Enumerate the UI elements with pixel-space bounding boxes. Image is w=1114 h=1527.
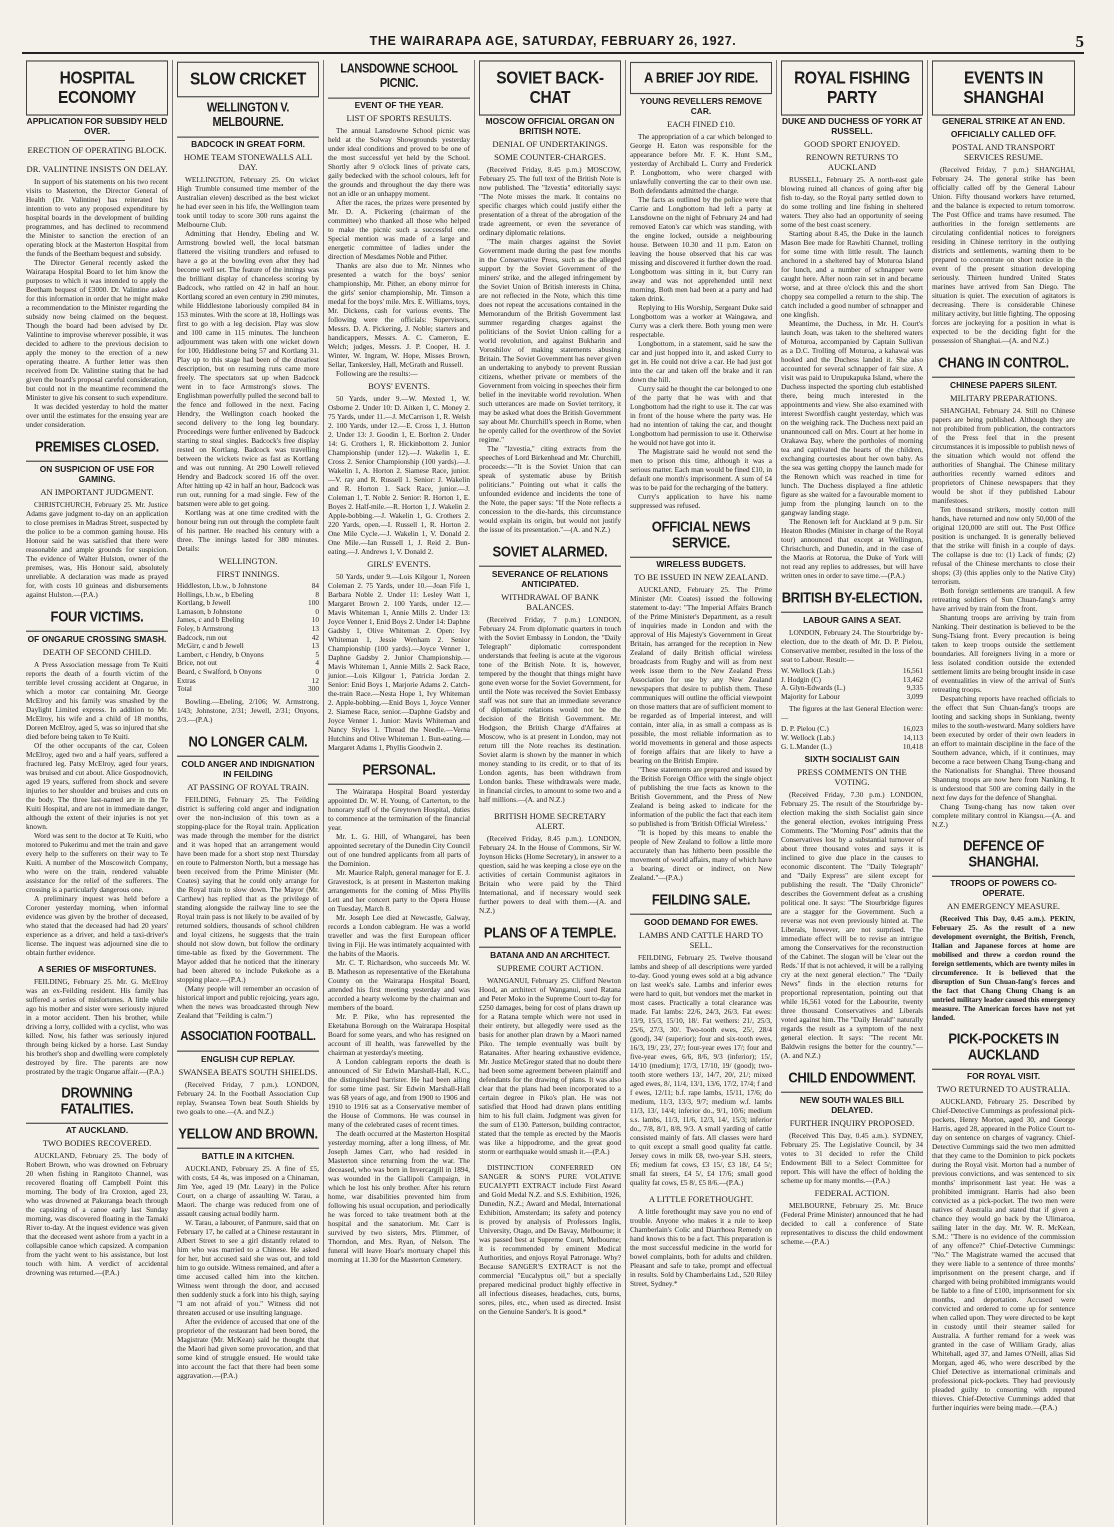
scorecard-row-value: 13 bbox=[311, 623, 319, 633]
scorecard-row-label: Brice, not out bbox=[177, 658, 217, 668]
article-events-in-shanghai bbox=[932, 64, 1075, 345]
article-text: Curry said he thought the car belonged to one of the party that he was with and that Longbottom had the right to use it. The car was in front of the house where the party was. He had no intention of taking the car, and thought Longbottom had permission to use it. Otherwise he would not have got into it. bbox=[630, 384, 772, 447]
article-chang-in-control bbox=[932, 352, 1075, 829]
previous-election-row-label: W. Wellock (Lab.) bbox=[781, 732, 835, 742]
article-text: A preliminary inquest was held before a Coroner yesterday morning, when informal evidence was given by the brother of deceased, who stated that the deceased had had 20 years' experience as a driver, and held a taxi-driver's license. The inquest was adjourned sine die to obtain further evidence. bbox=[26, 894, 168, 957]
article-text: Of the other occupants of the car, Coleen McElroy, aged two and a half years, suffered a fractured leg. Patsy McElroy, aged four years, was bruised and cut about. Alice Gospodnovich, aged 19 years, suffered from shock and severe injuries to her shoulder and bruises and cuts on the body. The three last-named are in the Te Kuiti Hospital, and are not in immediate danger, although the extent of their injuries is not yet known. bbox=[26, 741, 168, 831]
headline: BRITISH BY-ELECTION. bbox=[781, 585, 923, 613]
article-text: SHANGHAI, February 24. Still no Chinese papers are being published. Although they are not prohibited from publication, the contractors of the Press feel that in the present circumstances it is impossible to publish news of the situation which would not offend the authorities of Shanghai. The Chinese military authorities recently warned editors and proprietors of Chinese newspapers that they would be shot if they published Labour manifestoes. bbox=[932, 406, 1075, 505]
subheading: GENERAL STRIKE AT AN END. bbox=[942, 116, 1065, 126]
article-text: The annual Lansdowne School picnic was held at the Solway Showgrounds yesterday under ideal conditions and proved to be one of the most successful yet held by the School. Shortly after 9 o'clock lines of private cars, gaily bedecked with the school colours, left for the grounds and throughout the day there was not an idle or an unhappy moment. bbox=[328, 126, 470, 198]
results-heading: BOYS' EVENTS. bbox=[368, 381, 430, 391]
article-text: AUCKLAND, February 25. Described by Chief-Detective Cummings as professional pick-pockets, Henry Morton, aged 30, and George Harris, aged 28, appeared in the Police Court to-day on sentence on charges of vagrancy. Chief-Detective Cummings said the two men admitted that they came to the Dominion to pick pockets during the Royal visit. Morton had a number of previous convictions, and was sentenced to six months' imprisonment last year. He was a prohibited immigrant. Harris had also been convicted as a pick-pocket. The two men were natives of Australia and stated that if given a chance they would go back by the Ulimaroa, sailing later in the day. Mr. W. R. McKean, S.M.: "There is no evidence of the commission of any offence?" Chief-Detective Cummings: "No." The Magistrate warned the accused that they were liable to a sentence of three months' imprisonment on the present charge, and if charged with being prohibited immigrants would be liable to a fine of £100, imprisonment for six months, and deportation. Accused were convicted and ordered to come up for sentence when called upon. They were directed to be kept in custody until their steamer sailed for Australia. A further remand for a week was granted in the case of William Grady, alias Whitehall, aged 37, and James O'Neill, alias Sid Morgan, aged 46, who were described by the Chief Detective as international criminals and professional pick-pockets. They had previously pleaded guilty to consorting with reputed thieves. Chief-Detective Cummings added that further inquiries were being made.—(P.A.) bbox=[932, 1097, 1075, 1412]
article-child-endowment bbox=[781, 1067, 923, 1246]
article-official-news-service bbox=[630, 517, 772, 882]
article-soviet-alarmed bbox=[479, 541, 621, 804]
election-row-value: 3,099 bbox=[906, 691, 923, 701]
article-association-football bbox=[177, 1027, 319, 1116]
article-text: The Wairarapa Hospital Board yesterday appointed Dr. W. H. Young, of Carterton, to the honorary staff of the Greytown Hospital, duties to commence at the termination of the financial year. bbox=[328, 787, 470, 832]
total-label: Total bbox=[177, 684, 192, 694]
election-row-value: 13,462 bbox=[902, 674, 923, 684]
innings-label: FIRST INNINGS. bbox=[216, 569, 280, 579]
election-results bbox=[781, 667, 923, 701]
results-heading: GIRLS' EVENTS. bbox=[367, 559, 431, 569]
subheading: CHINESE PAPERS SILENT. bbox=[950, 380, 1057, 390]
election-row-label: J. Hodgin (C) bbox=[781, 674, 821, 684]
election-row-label: Majority for Labour bbox=[781, 691, 840, 701]
headline: PREMISES CLOSED. bbox=[26, 434, 168, 462]
headline: LANSDOWNE SCHOOL PICNIC. bbox=[328, 60, 470, 99]
article-drowning-fatalities bbox=[26, 1083, 168, 1277]
article-text: Chang Tsung-chang has now taken over complete military control in Kiangsu.—(A. and N.Z.) bbox=[932, 802, 1075, 829]
divider bbox=[69, 140, 126, 141]
subheading: ERECTION OF OPERATING BLOCK. bbox=[27, 145, 167, 155]
subheading: SWANSEA BEATS SOUTH SHIELDS. bbox=[178, 1066, 318, 1077]
headline: PICK-POCKETS IN AUCKLAND bbox=[932, 1026, 1075, 1070]
scorecard-row-label: Hollings, l.b.w., b Ebeling bbox=[177, 589, 254, 599]
subheading: TROOPS OF POWERS CO-OPERATE. bbox=[950, 878, 1057, 898]
advertisement-sanger bbox=[479, 1163, 621, 1316]
election-row-value: 9,335 bbox=[906, 683, 923, 693]
subheading: POSTAL AND TRANSPORT SERVICES RESUME. bbox=[951, 142, 1056, 162]
scorecard-row-label: Lambert, c Hendry, b Onyons bbox=[177, 649, 264, 659]
column-3 bbox=[324, 60, 475, 1525]
subheading: HOME TEAM STONEWALLS ALL DAY. bbox=[183, 152, 313, 172]
article-text: The "Izvestia," citing extracts from the speeches of Lord Birkenhead and Mr. Churchill, proceeds:—"It is the Soviet Union that can speak of systematic abuse by British politicians." Pointing out what it calls the unfounded evidence and incidents the tone of the Note, the paper says: "If the Note reflects a concession to the die-hards, this circumstance would explain its origin, but would not justify the issue of its presentation."—(A. and N.Z.) bbox=[479, 444, 621, 534]
article-text: It was decided yesterday to hold the matter over until the estimates for the ensuing year are under consideration. bbox=[26, 402, 168, 429]
election-row-label: W. Wellock (Lab.) bbox=[781, 666, 835, 675]
masthead-title: THE WAIRARAPA AGE, SATURDAY, FEBRUARY 26, 1927. bbox=[369, 34, 737, 48]
article-text: CHRISTCHURCH, February 25. Mr. Justice Adams gave judgment to-day on an application to close premises in Madras Street, suspected by the police to be a common gaming house. His Honour said he was satisfied that there were reasonable and ample grounds for suspicion. The evidence of Walter Hulston, owner of the premises, was, His Honour said, absolutely unreliable. A declaration was made as prayed for, with costs 10 guineas and disbursements against Hulston.—(P.A.) bbox=[26, 500, 168, 599]
article-text: The facts as outlined by the police were that Carrie and Longbottom had left a party at Lansdowne on the night of February 24 and had removed Eaton's car which was standing, with the engine locked, outside a neighbouring house. Between 10.30 and 11 p.m. Eaton on leaving the house observed that his car was missing and discovered it further down the road. Longbottom was sitting in it, but Curry ran away and was not apprehended until next morning. Both men had been at a party and had taken drink. bbox=[630, 195, 772, 303]
article-slow-cricket bbox=[177, 64, 319, 724]
scorecard-row-value: 4 bbox=[315, 658, 319, 668]
article-four-victims bbox=[26, 606, 168, 957]
results-text: 50 Yards, under 9.—Lois Kilgour 1, Noreen Coleman 2. 75 Yards, under 10.—Joan Fife 1, Barbara Noble 2. Under 11: Lesley Watt 1, Margaret Brown 2. 100 Yards, under 12.—Mavis Whiteman 1, Annie Mills 2. Under 13: Joyce Venner 1, Enid Boys 2. Under 14: Daphne Gadsby 1, Olive Whiteman 2. Open: Ivy Whiteman 1, Jessie Wenham 2. Senior Championship (100 yards).—Joyce Venner 1, Daphne Gadsby 2. Junior Championship.—Mavis Whiteman 1, Annie Mills 2. Sack Race, junior.—Lois Kilgour 1, Patricia Jordan 2. Senior: Enid Boys 1, Marjorie Adams 2. Catch-the-train Race.—Nesta Hope 1, Ivy Whiteman 2. Apple-bobbing.—Enid Boys 1, Joyce Venner 2. Siamese Race, senior.—Daphne Gadsby and Joyce Venner 1. Junior: Mavis Whiteman and Nancy Styles 1. Thread the Needle.—Verna Hutchins and Olive Whiteman 1. Bun-eating.—Margaret Adams 1, Phyllis Goodwin 2. bbox=[328, 572, 470, 752]
article-text: The appropriation of a car which belonged to George H. Eaton was responsible for the appearance before Mr. F. K. Hunt S.M., yesterday of Archibald L. Curry and Frederick P. Longbottom, who were charged with unlawfully converting the car to their own use. Both defendants admitted the charge. bbox=[630, 132, 772, 195]
subheading: YOUNG REVELLERS REMOVE CAR. bbox=[640, 96, 762, 116]
headline: DROWNING FATALITIES. bbox=[26, 1080, 168, 1124]
column-6 bbox=[777, 60, 928, 1525]
scorecard-row-label: Beard, c Swalford, b Onyons bbox=[177, 666, 262, 676]
headline: A BRIEF JOY RIDE. bbox=[630, 62, 772, 94]
article-hospital-economy bbox=[26, 64, 168, 429]
advertisement-chamberlain bbox=[630, 1194, 772, 1288]
scorecard-row-value: 100 bbox=[308, 598, 319, 608]
article-text: (Received Friday, 7.30 p.m.) LONDON, February 25. The result of the Stourbridge by-election making the sixth Socialist gain since the general election, evokes intriguing Press Comments. The "Morning Post" admits that the Conservatives lost by a substantial turnover of about three thousand votes and says it is inclined to give due place in the causes to economic discontent. The "Daily Telegraph" and "Daily Express" are silent except for publishing the result. The "Daily Chronicle" describes the Government defeat as a crushing political one. It says: "The Stourbridge figures are a stagger for the Government. Such a reverse was not even previously hinted at. The Liberals, however, are not surprised. The immediate effect will be to revise an intrigue among the Conservatives for the reconstruction of the Cabinet. The slogan will be 'clear out the Reds.' If that is not achieved, it will be a rallying cry at the next general election." The "Daily News" finds in the election returns for proportional representation, pointing out that while 16,561 voted for the Labourite, twenty three thousand Conservatives and Liberals voted against him. The "Daily Herald" naturally regards the result as a symptom of the next general election. It says: "The recent Mr. Baldwin resigns the better for the country."—(A. and N.Z.) bbox=[781, 790, 923, 1061]
election-row-label: A. Glyn-Edwards (L.) bbox=[781, 683, 846, 693]
headline: EVENTS IN SHANGHAI bbox=[932, 60, 1075, 115]
column-7 bbox=[928, 60, 1079, 1525]
article-text: (Received This Day, 0.45 a.m.). PEKIN, February 25. As the result of a new development overnight, the British, French, Italian and Japanese forces at home are mobilised and threw a cordon round the foreign settlements, which are twenty miles in circumference. It is believed that the disruption of Sun Chuan-fang's forces and the fact that Chang Chung Chang is an untried military leader caused this emergency measure. The American forces have not yet landed. bbox=[932, 914, 1075, 1022]
article-personal bbox=[328, 759, 470, 1264]
previous-election-row-value: 14,113 bbox=[903, 732, 923, 742]
subheading: BRITISH HOME SECRETARY ALERT. bbox=[494, 811, 606, 831]
scorecard-row-label: Foley, b Armstrong bbox=[177, 623, 234, 633]
article-text: Shantung troops are arriving by train from Nanking. Their destination is believed to be the Sung-Tsiang front. Every precaution is being taken to keep troops outside the settlement boundaries. All foreigners living in a more or less isolated condition outside the extended settlement limits are being brought inside in case of eventualities in view of the arrival of Sun's retreating troops. bbox=[932, 613, 1075, 694]
scorecard-row-label: Hiddleston, l.b.w., b Johnstone bbox=[177, 581, 267, 590]
article-text: WANGANUI, February 25. Clifford Newton Hood, an architect of Wanganui, sued Ratana and Peter Moko in the Supreme Court to-day for £250 damages, being for cost of plans drawn up for a Ratana temple which were not used in their entirety, but allegedly were used as the basis for another plan drawn by a Maori named Piko. The temple eventually was built by Ratanaites. After hearing exhaustive evidence, Mr. Justice McGregor stated that no doubt there had been some agreement between plaintiff and defendants for the drawing of plans. It was also clear that the plans had been incorporated to a certain degree in Piko's plan. He was not satisfied that Hood had drawn plans entitling him to his full claim. Judgment was given for the sum of £130. Patterson, building contractor, stated that the temple as erected by the Maoris was like a hippodrome, and the great good storm or earthquake would smash it.—(P.A.) bbox=[479, 976, 621, 1156]
headline: ASSOCIATION FOOTBALL. bbox=[177, 1025, 319, 1051]
subheading: GOOD SPORT ENJOYED. bbox=[803, 139, 900, 149]
article-text: "It is hoped by this means to enable the people of New Zealand to follow a little more accurately than has hitherto been possible the movement of world affairs, many of which have a bearing, direct or indirect, on New Zealand."—(P.A.) bbox=[630, 828, 772, 882]
subheading: BATANA AND AN ARCHITECT. bbox=[490, 950, 610, 960]
headline: NO LONGER CALM. bbox=[177, 729, 319, 757]
article-text: W. Tarau, a labourer, of Panmure, said that on February 17, he called at a Chinese restaurant in Albert Street to see a girl distantly related to him who was married to a Chinese. He asked for her, but accused said she was out, and told him to go outside. Witness remained, and after a time accused called him into the kitchen. Witness went through the door, and accused then suddenly stuck a fork into his thigh, saying "I am not afraid of you." Witness did not threaten accused or use insulting language. bbox=[177, 1217, 319, 1317]
election-row bbox=[781, 693, 923, 702]
article-text: FEILDING, February 25. The Feilding district is suffering cold anger and indignation over the non-inclusion of this town as a stopping-place for the Royal train. Application was made through the member for the district and it was hoped that an arrangement would have been made for a short stop next Thursday en route to Palmerston North, but a message has been received from the Prime Minister (Mr. Coates) saying that he could only arrange for the Royal train to slow down. The Mayor (Mr. Carthew) has replied that as the privilege of standing alongside the railway line to see the Royal train pass is not likely to be availed of by returned soldiers, thousands of school children and loyal citizens, he suggests that the train should not slow down, but follow the ordinary time-table as fixed by the Government. The Mayor added that he noticed that the itinerary had been altered to include Pukekohe as a stopping place.—(P.A.) bbox=[177, 794, 319, 984]
column-4 bbox=[475, 60, 626, 1525]
divider bbox=[69, 159, 126, 160]
article-defence-of-shanghai bbox=[932, 836, 1075, 1022]
article-text: Mr. Maurice Ralph, general manager for E. J. Gravestock, is at present in Masterton making arrangements for the coming of Miss Phyllis Lett and her concert party to the Opera House on Tuesday, March 8. bbox=[328, 868, 470, 913]
scorecard-row-value: 84 bbox=[311, 581, 319, 590]
previous-election-row-value: 16,023 bbox=[902, 724, 923, 734]
article-text: After the evidence of accused that one of the proprietor of the restaurant had been bored, the Magistrate (Mr. McKean) said he thought that the Maori had given some provocation, and that some kind of struggle ensued. He would take into account the fact that there had been some aggravation.—(P.A.) bbox=[177, 1316, 319, 1380]
subheading: FEDERAL ACTION. bbox=[814, 1188, 890, 1199]
subheading: EVENT OF THE YEAR. bbox=[354, 100, 444, 110]
subheading: AN EMERGENCY MEASURE. bbox=[946, 901, 1061, 911]
subheading: EACH FINED £10. bbox=[666, 119, 736, 129]
article-brief-joy-ride bbox=[630, 64, 772, 510]
article-text: The Magistrate said he would not send the men to prison this time, although it was a serious matter. Each man would be fined £10, in default one month's imprisonment. A sum of £4 was to be paid for the recharging of the battery. bbox=[630, 447, 772, 492]
subheading: SOME COUNTER-CHARGES. bbox=[494, 152, 606, 162]
subheading: DENIAL OF UNDERTAKINGS. bbox=[492, 139, 608, 149]
article-text: (Received Friday, 8.45 p.m.) MOSCOW, February 25. The full text of the British Note is now published. The "Izvestia" editorially says: "The Note misses the mark. It contains no specific charges which could justify either the presentation of a threat of the abrogation of the trade agreement, or even the severance of ordinary diplomatic relations. bbox=[479, 165, 621, 237]
subheading: LABOUR GAINS A SEAT. bbox=[803, 615, 901, 625]
article-text: After the races, the prizes were presented by Mr. D. A. Pickering (chairman of the committee) who thanked all those who helped to make the picnic such a successful one. Special mention was made of a large and energetic committee of ladies under the direction of Mesdames Noble and Pither. bbox=[328, 198, 470, 261]
subheading: DUKE AND DUCHESS OF YORK AT RUSSELL. bbox=[781, 116, 923, 136]
article-text: Starting about 8.45, the Duke in the launch Mason Bee made for Rawhiti Channel, trolling for some time with little result. The launch anchored in a sheltered bay of Moturoa Island for lunch, and a number of schnapper were caught here. After noon rain set in and became worse, and at three o'clock this and the short choppy sea compelled a return to the ship. The catch included a good number of schnapper and one kingfish. bbox=[781, 229, 923, 319]
article-text: (Received Friday, 8.45 p.m.). LONDON, February 24. In the House of Commons, Sir W. Joynson Hicks (Home Secretary), in answer to a question, said he was keeping a close eye on the activities of certain Communist agitators in Britain who were paid by the Third International, and if necessary would seek further powers to deal with them.—(A. and N.Z.) bbox=[479, 834, 621, 915]
scorecard bbox=[177, 582, 319, 694]
article-text: A Press Association message from Te Kuiti reports the death of a fourth victim of the terrible level crossing accident at Ongarue, in which a motor car containing Mr. George McElroy and his family was smashed by the Daylight Limited express. In addition to Mr. McElroy, his wife and a child of 18 months, Doreen McElroy, aged 5, was so injured that she died before being taken to Te Kuiti. bbox=[26, 660, 168, 741]
article-text: (Received Friday, 7 p.m.) SHANGHAI, February 24. The general strike has been officially called off by the General Labour Union. Fifty thousand workers have returned, and the balance is expected to return tomorrow. The Post Office and trams have resumed. The authorities in the foreign settlements are circulating confidential notices to foreigners residing in Chinese territory in the outlying districts and settlements, warning them to be prepared to concentrate on short notice in the event of the present situation developing seriously. Thirteen hundred United States marines have arrived from San Diego. The situation is quiet. The execution of agitators is decreasing. There is considerable Chinese military activity, but little fighting. The opposing forces are jockeying for a position in what is expected to be the deciding fight for the possession of Shanghai.—(A. and N.Z.) bbox=[932, 165, 1075, 345]
article-text: Ten thousand strikers, mostly cotton mill hands, have returned and now only 50,000 of the original 120,000 are still out. The Post Office position is unchanged. It is generally believed that the strike will finish in a couple of days. The collapse is due to: (1) Lack of funds; (2) refusal of the Chinese merchants to close their shops; (3) (this applies only to the Native City) terrorism. bbox=[932, 505, 1075, 586]
article-text: Despatching reports have reached officials to the effect that Sun Chuan-fang's troops are looting and sacking shops in Sunkiang, twenty miles to the south-westward. Many soldiers have been executed by order of their own leaders in an effort to maintain discipline in the face of the Southern advance, which, if it continues, may become a race between Chang Tsung-chang and the Nationalists for Shanghai. Three thousand Shantung troops are now here from Nanking. It is understood that 500 are coming daily in the next few days for the defence of Shanghai. bbox=[932, 694, 1075, 802]
subheading: MILITARY PREPARATIONS. bbox=[949, 393, 1058, 403]
article-text: Mr. P. Pike, who has represented the Eketahuna Borough on the Wairarapa Hospital Board for some years, and who has resigned on account of ill health, was farewelled by the chairman at yesterday's meeting. bbox=[328, 1012, 470, 1057]
article-text: AUCKLAND, February 25. The Prime Minister (Mr. Coates) issued the following statement to-day: "The Imperial Affairs Branch of the Prime Minister's Department, as a result of inquiries made in London and with the approval of His Majesty's Government in Great Britain, has arranged for the reception in New Zealand of daily British official wireless broadcasts from Rugby and will as from next week issue them to the New Zealand Press Association for use by any New Zealand newspapers that desire to publish them. These communiques will outline the official viewpoint on those matters that are of sufficient moment to be regarded as of Imperial interest, and will contain, inter alia, in as small a compass as is possible, the most reliable information as to world movements in general and those aspects of foreign affairs that are likely to have a bearing on the British Empire. bbox=[630, 585, 772, 765]
previous-election-row-label: G. L.Mander (L.) bbox=[781, 741, 832, 751]
article-text: AUCKLAND, February 25. The body of Robert Brown, who was drowned on February 20 when fishing in Rangitoto Channel, was recovered floating off Campbell Point this morning. The body of Ira Croxton, aged 23, who was drowned at Pakuranga beach through the capsizing of a canoe early last Sunday morning, was discovered floating in the Tamaki River to-day. At the inquest evidence was given that the deceased went ashore from a yacht in a collapsible canoe which capsized. A companion from the yacht went to his assistance, but lost touch with him. A verdict of accidental drowning was returned.—(P.A.) bbox=[26, 1151, 168, 1277]
scorecard-row-value: 42 bbox=[311, 632, 319, 642]
article-text: Longbottom, in a statement, said he saw the car and just hopped into it, and asked Curry to get in. He could not drive a car. He had just got into the car and taken off the brake and it ran down the hill. bbox=[630, 339, 772, 384]
article-no-longer-calm bbox=[177, 731, 319, 1020]
scorecard-row-value: 0 bbox=[315, 666, 319, 676]
article-series-of-misfortunes bbox=[26, 964, 168, 1076]
headline: PLANS OF A TEMPLE. bbox=[479, 920, 621, 948]
headline: OFFICIAL NEWS SERVICE. bbox=[630, 514, 772, 558]
subheading: A SERIES OF MISFORTUNES. bbox=[37, 964, 157, 974]
headline: ROYAL FISHING PARTY bbox=[781, 60, 923, 115]
article-text: Curry's application to have his name suppressed was refused. bbox=[630, 492, 772, 510]
subheading: A LITTLE FORETHOUGHT. bbox=[648, 1194, 754, 1204]
subheading: SIXTH SOCIALIST GAIN bbox=[804, 754, 900, 765]
article-text: Word was sent to the doctor at Te Kuiti, who motored to Pukerimu and met the train and gave every help to the sufferers on their way to Te Kuiti. A number of the Moscowitch Company, who were on the train, rendered valuable assistance for the relief of the sufferers. The crossing is a particularly dangerous one. bbox=[26, 831, 168, 894]
subheading: OFFICIALLY CALLED OFF. bbox=[950, 129, 1057, 139]
article-text: The figures at the last General Election were:— bbox=[781, 704, 923, 723]
article-text: AUCKLAND, February 25. A fine of £5, with costs, £4 4s, was imposed on a Chinaman, Jim Yee, aged 19 (Mr. Leary) in the Police Court, on a charge of assaulting W. Tarau, a Maori. The charge was reduced from one of assault causing actual bodily harm. bbox=[177, 1163, 319, 1218]
scorecard-row-label: James, c and b Ebeling bbox=[177, 615, 245, 625]
scorecard-row-value: 12 bbox=[311, 675, 319, 685]
masthead bbox=[22, 0, 1084, 54]
headline: FOUR VICTIMS. bbox=[26, 604, 168, 632]
subheading: DEATH OF SECOND CHILD. bbox=[42, 647, 152, 657]
results-text: 50 Yards, under 9.—W. Mexted 1, W. Osborne 2. Under 10: D. Aitken 1, C. Money 2. 75 Yards, under 11.—J. McCarrison 1, R. Welsh 2. 100 Yards, under 12.—E. Cross 1, J. Hutton 2. Under 13: J. Goodin 1, E. Borlton 2. Under 14: G. Crothers 1, R. Hickinbottom 2. Junior Championship (under 12).—J. Wakelin 1, E. Cross 2. Senior Championship (100 yards).—J. Wakelin 1, A. Horton 2. Siamese Race, junior.—V. ray and R. Russell 1. Senior: J. Wakelin and R. Horton 1. Sack Race, junior.—J. Coleman 1, T. Noble 2. Senior: R. Horton 1, E. Boyes 2. Half-mile.—R. Horton 1, J. Wakelin 2. Apple-bobbing.—J. Wakelin 1, G. Crothers 2. 220 Yards, open.—I. Russell 1, R. Horton 2. One Mile Cycle.—J. Wakelin 1, V. Donald 2. One Mile.—Ian Russell 1, J. Reid 2. Bun-eating.—J. Andrews 1, V. Donald 2. bbox=[328, 394, 470, 556]
article-text: FEILDING, February 25. Mr. G. McElroy was an ex-Feilding resident. His family has suffered a series of misfortunes. A little while ago his mother and sister were seriously injured in a motor accident. Then his brother, while driving a lorry, collided with a cyclist, who was killed. Now, his father was seriously injured through being kicked by a horse. Last Sunday his brother's shop and dwelling were completely destroyed by fire. The parents are now prostrated by the tragic Ongarue affair.—(P.A.) bbox=[26, 977, 168, 1076]
subheading: TWO BODIES RECOVERED. bbox=[42, 1138, 152, 1148]
previous-election-results bbox=[781, 725, 923, 751]
subheading: SUPREME COURT ACTION. bbox=[496, 963, 604, 973]
article-text: Mr. Joseph Lee died at Newcastle, Galway, records a London cablegram. He was a world traveller and was the first European officer living in Fiji. He was intimately acquainted with the habits of the Maoris. bbox=[328, 913, 470, 958]
scorecard-row-value: 10 bbox=[311, 615, 319, 625]
article-royal-fishing-party bbox=[781, 64, 923, 580]
article-text: "The main charges against the Soviet Government made during the past few months in the Conservative Press, such as the alleged support by the Soviet Government of the miners' strike, and the alleged infringement by the Soviet Union of British interests in China, are not reflected in the Note, which this time does not repeat the accusations contained in the Memorandum of the British Government last summer regarding charges against the politicians of the Soviet Union calling for a world revolution, and against Bukharin and Voroshilov of making statements abusing Britain. The Soviet Government has never given an undertaking to anybody to prevent Russian citizens, whether private or members of the Government from voicing in speeches their firm belief in the inevitable world revolution. When such utterances are made on Soviet territory, it may be asked what does the British Government say about Mr. Churchill's speech in Rome, when he openly called for the overthrow of the Soviet regime." bbox=[479, 237, 621, 444]
article-text: Replying to His Worship, Sergeant Duke said Longbottom was a worker at Waingawa, and Curry was a clerk there. Both young men were respectable. bbox=[630, 303, 772, 339]
advertisement-text: DISTINCTION CONFERRED ON SANGER & SON'S PURE VOLATIVE EUCALYPTI EXTRACT include First Award and Gold Medal N.Z. and S.S. Exhibition, 1926, Dunedin, N.Z.; Award and Medal, International Exhibition, Amsterdam; its safety and potency is proved by analysis of Professors Inglis, University, Otago, and De Bavay, Melbourne; it was passed best at Supreme Court, Melbourne; it is recommended by eminent Medical Authorities, and enjoys Royal Patronage. Why? Because SANGER'S EXTRACT is not the commercial "Eucalyptus oil," but a specially prepared medicinal product highly effective in all infectious diseases, headaches, cuts, burns, sores, piles, etc., when used as directed. Insist on the Genuine Sander's. It is good.* bbox=[479, 1163, 621, 1316]
article-british-by-election bbox=[781, 587, 923, 1060]
columns bbox=[22, 60, 1084, 1525]
headline: SLOW CRICKET bbox=[177, 62, 319, 98]
article-yellow-and-brown bbox=[177, 1123, 319, 1380]
headline: HOSPITAL ECONOMY bbox=[26, 60, 168, 115]
headline: DEFENCE OF SHANGHAI. bbox=[932, 833, 1075, 877]
article-text: The death occurred at the Masterton Hospital yesterday morning, after a long illness, of Mr. Joseph James Carr, who had resided in Masterton since returning from the war. The deceased, who was born in Invercargill in 1894, was wounded in the Gallipoli Campaign, in which he lost his only brother. After his return home, war disabilities prevented him from following his usual occupation, and periodically he was forced to take treatment both at the hospital and the sanatorium. Mr. Carr is survived by two sisters, Mrs. Plimmer, of Thorndon, and Mrs. Ryan, of Nelson. The funeral will leave Hoar's mortuary chapel this morning at 11.30 for the Masterton Cemetery. bbox=[328, 1129, 470, 1264]
subheading: WITHDRAWAL OF BANK BALANCES. bbox=[501, 592, 599, 612]
scorecard-row-value: 13 bbox=[311, 641, 319, 651]
article-text: The Director General recently asked the Wairarapa Hospital Board to let him know the purposes to which it was intended to apply the Beetham bequest of £3000. Dr. Valintine asked for this information in order that he might make a recommendation to the Minister regarding the subsidy now being claimed on the bequest. Though the board had been advised by Dr. Valintine to improvise wherever possible, it was decided to adhere to the previous decision to apply the money to the erection of a new operating theatre. A further letter was then received from Dr. Valintine stating that he had given the board's proposal careful consideration, but could not in the meantime recommend the Minister to give his consent to such expenditure. bbox=[26, 258, 168, 402]
subheading: NEW SOUTH WALES BILL DELAYED. bbox=[799, 1095, 905, 1116]
article-text: In support of his statements on his two recent visits to Masterton, the Director General of Health (Dr. Valintine) has reiterated his intention to veto any proposed expenditure by hospital boards in the development of building programmes, and has declined to recommend the Minister to sanction the erection of an operating block at the Masterton Hospital from the funds of the Beetham bequest and subsidy. bbox=[26, 177, 168, 258]
subheading: MOSCOW OFFICIAL ORGAN ON BRITISH NOTE. bbox=[485, 116, 615, 136]
article-text: LONDON, February 24. The Stourbridge by-election, due to the death of Mr. D. P. Pielou, Conservative member, resulted in the loss of the seat to Labour. Result:— bbox=[781, 628, 923, 664]
team-name: WELLINGTON. bbox=[218, 556, 278, 566]
article-text: Mr. C. T. Richardson, who succeeds Mr. W. B. Matheson as representative of the Eketahuna County on the Wairarapa Hospital Board, attended his first meeting yesterday and was accorded a hearty welcome by the chairman and members of the board. bbox=[328, 958, 470, 1012]
total-value: 300 bbox=[308, 684, 319, 694]
article-plans-of-a-temple bbox=[479, 922, 621, 1156]
scorecard-row-label: Lamason, b Johnstone bbox=[177, 606, 243, 616]
article-text: WELLINGTON, February 25. On wicket High Trumble consumed time member of the Australian eleven) described as the best wicket he had ever seen in his life, the Wellington team took until today to score 300 runs against the Melbourne Club. bbox=[177, 175, 319, 229]
article-text: (Received This Day, 0.45 a.m.). SYDNEY, February 25. The Legislative Council, by 34 votes to 31 decided to refer the Child Endowment Bill to a Select Committee for report. This will have the effect of holding the scheme up for many months.—(P.A.) bbox=[781, 1131, 923, 1186]
subheading: WIRELESS BUDGETS. bbox=[656, 559, 746, 569]
subheading: DR. VALINTINE INSISTS ON DELAY. bbox=[26, 164, 168, 174]
subheading: RENOWN RETURNS TO AUCKLAND bbox=[805, 152, 899, 172]
subheading: AT AUCKLAND. bbox=[65, 1125, 129, 1135]
previous-election-row bbox=[781, 743, 923, 752]
subheading: AN IMPORTANT JUDGMENT. bbox=[40, 487, 154, 497]
subheading: TO BE ISSUED IN NEW ZEALAND. bbox=[633, 572, 769, 582]
previous-election-row-label: D. P. Pielou (C.) bbox=[781, 724, 829, 734]
subheading: BADCOCK IN GREAT FORM. bbox=[191, 139, 305, 149]
article-text: The Renown left for Auckland at 9 p.m. Sir Heaton Rhodes (Minister in charge of the Royal tour) announced that except at Wellington, Christchurch, and Dunedin, and in the case of the Maoris at Rotorua, the Duke of York will not read any replies to addresses, but will have written ones in order to save time.—(P.A.) bbox=[781, 517, 923, 580]
scorecard-row-value: 8 bbox=[315, 589, 319, 599]
column-5 bbox=[626, 60, 777, 1525]
subheading: SEVERANCE OF RELATIONS ANTICIPATED. bbox=[491, 569, 609, 589]
subheading: OF ONGARUE CROSSING SMASH. bbox=[27, 634, 167, 644]
page-number: 5 bbox=[1075, 32, 1084, 51]
scorecard-row-label: Extras bbox=[177, 675, 196, 685]
headline-secondary: WELLINGTON V. MELBOURNE. bbox=[177, 96, 319, 137]
headline: CHILD ENDOWMENT. bbox=[781, 1065, 923, 1093]
article-text: Admitting that Hendry, Ebeling and W. Armstrong bowled well, the local batsman flattered the visiting trundlers and refused to have a go at the bowling even after they had become well set. The feature of the innings was the brilliant display of chanceless scoring by Badcock, who rattled on 42 in half an hour. Kortlang scored an even century in 290 minutes, while Hiddlestone laboriously compiled 84 in 153 minutes. With the score at 18, Hollings was first to go with a leg decision. Play was slow and 100 came in 115 minutes. The luncheon adjournment was taken with one wicket down for 100, Hiddlestone being 57 and Kortlang 31. Play up to this stage had been of the dreariest description, but on resuming runs came more freely. The spectators sat up when Badcock went in to face Armstrong's slows. The Englishman powerfully pulled the second ball to the fence and followed in the next. Facing Hendry, the Wellington coach hooked the second delivery to the long leg boundary. Proceedings were further enlivened by Badcock starting to steal singles. Badcock's free display rested on Kortlang. Badcock was travelling between the wickets twice as fast as Kortlang and was out running. At 290 Lowell relieved Hendry and Badcock scored 16 off the over. After hitting up 42 in half an hour, Badcock was run out, running for a mad single. Few of the batsmen were able to get going. bbox=[177, 229, 319, 508]
article-text: Kortlang was at one time credited with the honour being run out through the complete fault of his partner. He reached his century with a three. The innings lasted for 380 minutes. Details: bbox=[177, 508, 319, 553]
article-premises-closed bbox=[26, 436, 168, 599]
subheading: ENGLISH CUP REPLAY. bbox=[200, 1053, 295, 1064]
article-text: Thanks are also due to Mr. Ninnes who presented a watch for the boys' senior championship, Mr. Pither, an ebony mirror for the girls' senior championship, Mr. Timson a medal for the boys' mile. Mrs. E. Williams, toys, Mr. Dickens, cash for various events. The following were the officials: Supervisors, Messrs. D. A. Pickering, J. Noble; starters and handicappers, Messrs. A. C. Cameron, E. Welch; judges, Messrs. J. P. Cooper, H. J. Winter, W. Ingram, W. Hope, Misses Brown, Sellar, Tankersley, Hall, McGrath and Russell. bbox=[328, 261, 470, 369]
article-text: A London cablegram reports the death is announced of Sir Edwin Marshall-Hall, K.C., the distinguished barrister. He had been ailing for some time past. Sir Edwin Marshall-Hall was 68 years of age, and from 1900 to 1906 and 1910 to 1916 sat as a Conservative member of the House of Commons. He was counsel in many of the celebrated cases of recent times. bbox=[328, 1057, 470, 1129]
article-text: (Many people will remember an occasion of historical import and public rejoicing, years ago, when the news was broadcasted through New Zealand that "Feilding is calm.") bbox=[177, 983, 319, 1020]
bowling-figures: Bowling.—Ebeling, 2/106; W. Armstrong, 1/43; Johnstone, 2/31; Jewell, 2/31; Onyons, 2/3.—(P.A.) bbox=[177, 696, 319, 724]
headline: SOVIET ALARMED. bbox=[479, 539, 621, 567]
headline: SOVIET BACK-CHAT bbox=[479, 60, 621, 115]
scorecard-row bbox=[177, 668, 319, 677]
article-text: RUSSELL, February 25. A north-east gale blowing ruined all chances of going after big fish to-day, so the Royal party settled down to do some trolling and line fishing in sheltered waters. They also had an opportunity of seeing some of the best coast scenery. bbox=[781, 175, 923, 229]
headline: CHANG IN CONTROL. bbox=[932, 350, 1075, 378]
subheading: AT PASSING OF ROYAL TRAIN. bbox=[187, 781, 309, 792]
article-text: Both foreign settlements are tranquil. A few retreating soldiers of Sun Chuan-fang's army have arrived by train from the front. bbox=[932, 586, 1075, 613]
scorecard-row-label: Kortlang, b Jewell bbox=[177, 598, 231, 608]
advertisement-text: A little forethought may save you no end of trouble. Anyone who makes it a rule to keep Chamberlain's Colic and Diarrhoea Remedy on hand knows this to be a fact. This preparation is the most successful medicine in the world for bowel complaints, both for adults and children. Pleasant and safe to take, prompt and effectual in results. Sold by Chamberlains Ltd., 520 Riley Street, Sydney.* bbox=[630, 1207, 772, 1288]
subheading: TWO RETURNED TO AUSTRALIA. bbox=[936, 1084, 1071, 1094]
subheading: GOOD DEMAND FOR EWES. bbox=[644, 917, 758, 927]
election-row-value: 16,561 bbox=[902, 666, 923, 675]
article-pick-pockets bbox=[932, 1029, 1075, 1412]
subheading: COLD ANGER AND INDIGNATION IN FEILDING bbox=[181, 758, 315, 779]
subheading: APPLICATION FOR SUBSIDY HELD OVER. bbox=[26, 116, 168, 136]
subheading: BATTLE IN A KITCHEN. bbox=[201, 1150, 295, 1161]
article-soviet-back-chat bbox=[479, 64, 621, 534]
headline: PERSONAL. bbox=[328, 757, 470, 785]
previous-election-row-value: 10,418 bbox=[902, 741, 923, 751]
article-text: Meantime, the Duchess, in Mr. H. Court's launch Joan, was taken to the sheltered waters of Moturoa, accompanied by Captain Sullivan as a D.C. Trolling off Moturoa, a kahawai was hooked and the Duchess landed it. She also accounted for several schnapper of fair size. A visit was paid to Urupukapuka Island, where the Duchess inspected the sporting club established there, being much interested in the appointments and view. She also examined with interest Swordfish caught yesterday, which was on the weighing rack. The Duchess next paid an unannounced call on Mrs. Court at her home in Orakawa Bay, where the portholes of morning tea and captivated the hearts of the children, exchanging courtesies about her own baby. As the sea was getting choppy the launch made for the Renown which was reached in time for lunch. The Duchess displayed a fine athletic figure as she waited for a favourable moment to jump from the plunging launch on to the gangway landing stage. bbox=[781, 319, 923, 517]
scorecard-row-value: 5 bbox=[315, 649, 319, 659]
scorecard-row bbox=[177, 677, 319, 686]
subheading: PRESS COMMENTS ON THE VOTING. bbox=[797, 767, 907, 788]
subheading: FURTHER INQUIRY PROPOSED. bbox=[789, 1118, 915, 1129]
subheading: LAMBS AND CATTLE HARD TO SELL. bbox=[639, 930, 763, 950]
article-text: Following are the results:— bbox=[336, 369, 418, 378]
article-home-secretary bbox=[479, 811, 621, 915]
article-text: (Received Friday, 7 p.m.). LONDON, February 24. In the Football Association Cup replay, Swansea Town beat South Shields by two goals to one.—(A. and N.Z.) bbox=[177, 1079, 319, 1116]
scorecard-row-value: 0 bbox=[315, 606, 319, 616]
subheading: FOR ROYAL VISIT. bbox=[966, 1071, 1041, 1081]
headline: FEILDING SALE. bbox=[630, 887, 772, 915]
article-text: Mr. L. G. Hill, of Whangarei, has been appointed secretary of the Dunedin City Council out of one hundred applicants from all parts of the Dominion. bbox=[328, 832, 470, 868]
scorecard-total-row bbox=[177, 685, 319, 694]
subheading: ON SUSPICION OF USE FOR GAMING. bbox=[39, 464, 155, 484]
article-text: "These statements are prepared and issued by the British Foreign Office with the single object of publishing the true facts as known to the British Government, and the Press of New Zealand is being asked to indicate for the information of the public the fact that each item so published is from 'British Official Wireless.' bbox=[630, 765, 772, 828]
article-text: MELBOURNE, February 25. Mr. Bruce (Federal Prime Minister) announced that he had decided to call a conference of State representatives to discuss the child endowment scheme.—(P.A.) bbox=[781, 1201, 923, 1247]
column-1 bbox=[22, 60, 173, 1525]
headline: YELLOW AND BROWN. bbox=[177, 1121, 319, 1149]
article-lansdowne-school-picnic bbox=[328, 60, 470, 752]
scorecard-row-label: Badcock, run out bbox=[177, 632, 228, 642]
article-text: (Received Friday, 7 p.m.) LONDON, February 24. From diplomatic quarters in touch with the Soviet Embassy in London, the "Daily Telegraph" diplomatic correspondent understands that feeling is acute at the vigorous tone of the British Note. It is, however, tempered by the thought that things might have gone even worse for the Soviet Government, for until the Note was received the Soviet Embassy staff was not sure that an immediate severance of diplomatic relations would not be the decision of the British Government. Mr. Hodgson, the British Charge d'Affaires at Moscow, who is at present in London, may not return till the Note reaches its destination. Soviet alarm is shown by the manner in which money standing to its credit, or to that of its London agents, has been withdrawn from London banks. These withdrawals were made, in financial circles, to amount to some two and a half millions.—(A. and N.Z.) bbox=[479, 615, 621, 804]
subheading: LIST OF SPORTS RESULTS. bbox=[346, 113, 452, 123]
article-text: FEILDING, February 25. Twelve thousand lambs and sheep of all descriptions were yarded to-day. Good young ewes sold at a big advance on last week's sale. Lambs and inferior ewes were hard to quit, but vendors met the market in most cases. Practically a total clearance was made. Fat lambs: 22/6, 24/3, 26/3. Fat ewes: 13/9, 15/3, 15/10, 18/. Fat wethers: 21/, 25/3, 25/6, 27/3, 30/. Two-tooth ewes, 25/, 28/4 (good), 34/ (superior); four and six-tooth ewes, 16/3, 19/, 23/, 27/; four-year ewes 17/; four and five-year ewes, 6/6, 8/6, 9/3 (inferior); 15/, 14/10 (medium); 17/3, 17/10, 19/ (good); two-tooth store wethers 13/, 14/7, 20/, 21/; mixed aged ewes, 8/, 11/4, 13/1, 13/6, 17/2, 17/4; f and f ewes, 12/11; b.f. rape lambs, 15/11, 17/6; do medium, 11/3, 13/3, 9/7; medium w.f. lambs 11/3, 13/, 14/4; inferior do., 9/1, 10/6; medium s.s. lambs, 11/3, 11/6, 12/3, 14/, 15/3; inferior do., 7/8, 8/1, 8/8, 9/3. A small yarding of cattle consisted mainly of fats. All classes were hard to quit except a small good quality fat cattle. Jersey cows in milk £8, two-year S.H. steers, £6; medium fat cows, £3 15/, £3 18/, £4 5/; small fat steers, £4 5/, £4 17/6; small good quality fat cows, £5 8/, £5 8/6.—(P.A.) bbox=[630, 953, 772, 1187]
column-2 bbox=[173, 60, 324, 1525]
scorecard-row-label: McGirr, c and b Jewell bbox=[177, 641, 244, 651]
article-feilding-sale bbox=[630, 889, 772, 1187]
